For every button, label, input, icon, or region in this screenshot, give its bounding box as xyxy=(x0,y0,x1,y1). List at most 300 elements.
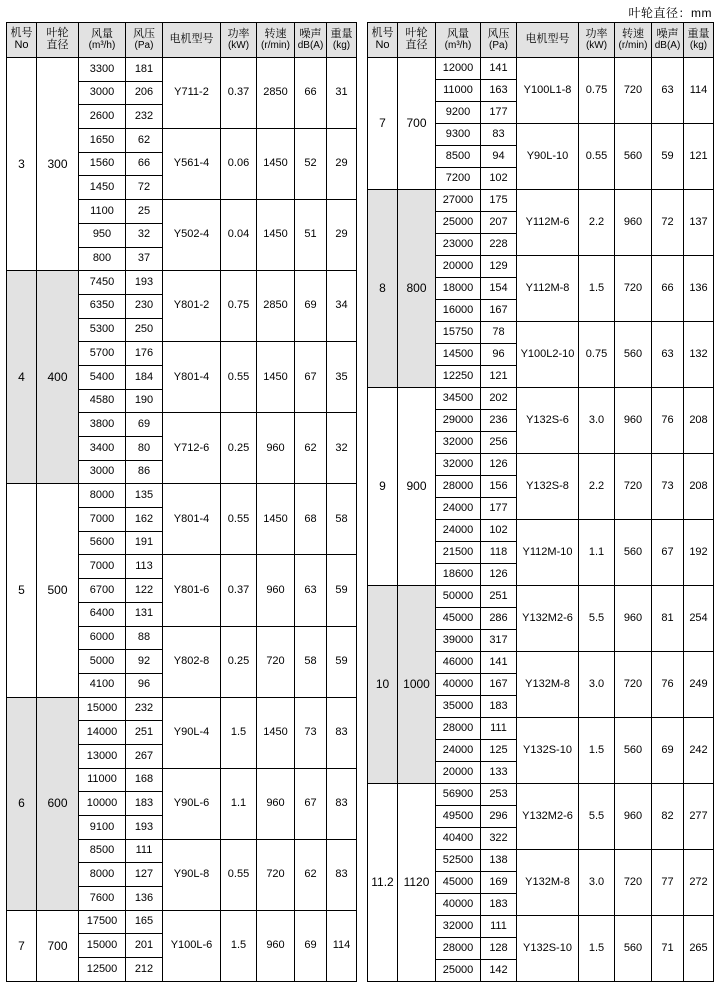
cell-weight: 59 xyxy=(327,555,357,626)
cell-airflow: 17500 xyxy=(79,910,126,934)
cell-power: 1.1 xyxy=(579,520,615,586)
cell-power: 0.06 xyxy=(221,129,257,200)
cell-airflow: 39000 xyxy=(436,630,481,652)
cell-pressure: 184 xyxy=(126,365,163,389)
cell-weight: 254 xyxy=(684,586,714,652)
cell-pressure: 66 xyxy=(126,152,163,176)
cell-airflow: 28000 xyxy=(436,938,481,960)
cell-impeller-diameter: 500 xyxy=(37,484,79,697)
cell-airflow: 8500 xyxy=(436,146,481,168)
col-header-noise: 噪声 dB(A) xyxy=(295,23,327,58)
table-row xyxy=(368,784,714,806)
cell-airflow: 34500 xyxy=(436,388,481,410)
header-row xyxy=(7,23,357,58)
col-header-airflow: 风量 (m³/h) xyxy=(436,23,481,58)
cell-noise: 69 xyxy=(295,271,327,342)
cell-airflow: 40000 xyxy=(436,894,481,916)
cell-motor-model: Y132M2-6 xyxy=(517,586,579,652)
cell-pressure: 92 xyxy=(126,650,163,674)
cell-airflow: 5600 xyxy=(79,531,126,555)
table-row xyxy=(7,271,357,295)
cell-pressure: 167 xyxy=(481,674,517,696)
cell-power: 5.5 xyxy=(579,784,615,850)
cell-pressure: 236 xyxy=(481,410,517,432)
cell-speed: 1450 xyxy=(257,129,295,200)
cell-motor-model: Y90L-8 xyxy=(163,839,221,910)
cell-airflow: 46000 xyxy=(436,652,481,674)
cell-airflow: 3800 xyxy=(79,413,126,437)
cell-noise: 63 xyxy=(295,555,327,626)
cell-pressure: 156 xyxy=(481,476,517,498)
cell-motor-model: Y502-4 xyxy=(163,200,221,271)
cell-pressure: 32 xyxy=(126,223,163,247)
cell-speed: 720 xyxy=(257,626,295,697)
cell-pressure: 102 xyxy=(481,520,517,542)
cell-pressure: 111 xyxy=(481,916,517,938)
cell-power: 0.04 xyxy=(221,200,257,271)
cell-noise: 82 xyxy=(652,784,684,850)
cell-airflow: 20000 xyxy=(436,256,481,278)
cell-pressure: 154 xyxy=(481,278,517,300)
cell-speed: 960 xyxy=(257,768,295,839)
cell-pressure: 256 xyxy=(481,432,517,454)
cell-noise: 73 xyxy=(652,454,684,520)
cell-pressure: 111 xyxy=(481,718,517,740)
cell-motor-model: Y90L-10 xyxy=(517,124,579,190)
cell-pressure: 141 xyxy=(481,652,517,674)
cell-pressure: 78 xyxy=(481,322,517,344)
cell-pressure: 176 xyxy=(126,342,163,366)
cell-motor-model: Y132S-6 xyxy=(517,388,579,454)
col-header-diameter: 叶轮 直径 xyxy=(398,23,436,58)
cell-airflow: 24000 xyxy=(436,498,481,520)
col-header-motor: 电机型号 xyxy=(517,23,579,58)
cell-pressure: 193 xyxy=(126,271,163,295)
cell-weight: 265 xyxy=(684,916,714,982)
col-header-diameter: 叶轮 直径 xyxy=(37,23,79,58)
cell-airflow: 950 xyxy=(79,223,126,247)
table-row xyxy=(368,388,714,410)
cell-pressure: 267 xyxy=(126,744,163,768)
cell-speed: 560 xyxy=(615,916,652,982)
cell-airflow: 3400 xyxy=(79,437,126,461)
cell-airflow: 7000 xyxy=(79,508,126,532)
cell-weight: 83 xyxy=(327,697,357,768)
cell-airflow: 28000 xyxy=(436,718,481,740)
cell-weight: 32 xyxy=(327,413,357,484)
cell-motor-model: Y132S-10 xyxy=(517,718,579,784)
cell-weight: 59 xyxy=(327,626,357,697)
cell-noise: 52 xyxy=(295,129,327,200)
table-row xyxy=(7,484,357,508)
cell-pressure: 135 xyxy=(126,484,163,508)
cell-airflow: 21500 xyxy=(436,542,481,564)
header-row xyxy=(368,23,714,58)
cell-noise: 73 xyxy=(295,697,327,768)
cell-airflow: 7600 xyxy=(79,887,126,911)
cell-motor-model: Y711-2 xyxy=(163,58,221,129)
cell-pressure: 201 xyxy=(126,934,163,958)
cell-motor-model: Y90L-4 xyxy=(163,697,221,768)
cell-power: 5.5 xyxy=(579,586,615,652)
cell-motor-model: Y112M-6 xyxy=(517,190,579,256)
cell-pressure: 317 xyxy=(481,630,517,652)
cell-airflow: 10000 xyxy=(79,792,126,816)
cell-pressure: 191 xyxy=(126,531,163,555)
cell-weight: 35 xyxy=(327,342,357,413)
cell-airflow: 8000 xyxy=(79,863,126,887)
cell-speed: 1450 xyxy=(257,200,295,271)
cell-speed: 560 xyxy=(615,520,652,586)
cell-noise: 62 xyxy=(295,413,327,484)
cell-pressure: 253 xyxy=(481,784,517,806)
cell-pressure: 125 xyxy=(481,740,517,762)
cell-motor-model: Y801-4 xyxy=(163,342,221,413)
cell-airflow: 11000 xyxy=(436,80,481,102)
cell-pressure: 183 xyxy=(481,696,517,718)
cell-power: 3.0 xyxy=(579,652,615,718)
cell-airflow: 4100 xyxy=(79,673,126,697)
cell-airflow: 3000 xyxy=(79,460,126,484)
cell-noise: 67 xyxy=(295,768,327,839)
cell-airflow: 20000 xyxy=(436,762,481,784)
cell-motor-model: Y561-4 xyxy=(163,129,221,200)
cell-airflow: 6350 xyxy=(79,294,126,318)
table-header-left xyxy=(7,23,357,58)
cell-noise: 69 xyxy=(652,718,684,784)
cell-model-no: 11.2 xyxy=(368,784,398,982)
cell-motor-model: Y132M-8 xyxy=(517,652,579,718)
col-header-speed: 转速 (r/min) xyxy=(257,23,295,58)
cell-weight: 58 xyxy=(327,484,357,555)
cell-pressure: 122 xyxy=(126,579,163,603)
cell-pressure: 206 xyxy=(126,81,163,105)
cell-speed: 2850 xyxy=(257,58,295,129)
cell-airflow: 18000 xyxy=(436,278,481,300)
cell-airflow: 1560 xyxy=(79,152,126,176)
cell-speed: 960 xyxy=(257,413,295,484)
cell-pressure: 212 xyxy=(126,958,163,982)
cell-airflow: 40000 xyxy=(436,674,481,696)
cell-airflow: 15000 xyxy=(79,934,126,958)
cell-model-no: 10 xyxy=(368,586,398,784)
cell-power: 1.1 xyxy=(221,768,257,839)
cell-power: 0.55 xyxy=(221,484,257,555)
cell-airflow: 800 xyxy=(79,247,126,271)
cell-pressure: 83 xyxy=(481,124,517,146)
table-header-right xyxy=(368,23,714,58)
cell-speed: 720 xyxy=(257,839,295,910)
col-header-pressure: 风压 (Pa) xyxy=(126,23,163,58)
cell-pressure: 232 xyxy=(126,697,163,721)
cell-pressure: 168 xyxy=(126,768,163,792)
cell-airflow: 12500 xyxy=(79,958,126,982)
cell-pressure: 232 xyxy=(126,105,163,129)
cell-airflow: 25000 xyxy=(436,960,481,982)
cell-speed: 960 xyxy=(615,784,652,850)
cell-pressure: 111 xyxy=(126,839,163,863)
cell-airflow: 1450 xyxy=(79,176,126,200)
spec-table-left xyxy=(6,22,357,982)
cell-airflow: 29000 xyxy=(436,410,481,432)
cell-pressure: 251 xyxy=(126,721,163,745)
cell-weight: 31 xyxy=(327,58,357,129)
cell-impeller-diameter: 300 xyxy=(37,58,79,271)
cell-airflow: 11000 xyxy=(79,768,126,792)
cell-speed: 720 xyxy=(615,58,652,124)
cell-pressure: 228 xyxy=(481,234,517,256)
cell-motor-model: Y802-8 xyxy=(163,626,221,697)
table-row xyxy=(7,910,357,934)
cell-weight: 137 xyxy=(684,190,714,256)
col-header-weight: 重量 (kg) xyxy=(684,23,714,58)
cell-airflow: 15000 xyxy=(79,697,126,721)
cell-model-no: 7 xyxy=(7,910,37,981)
cell-motor-model: Y90L-6 xyxy=(163,768,221,839)
cell-airflow: 14000 xyxy=(79,721,126,745)
cell-weight: 34 xyxy=(327,271,357,342)
cell-pressure: 177 xyxy=(481,102,517,124)
cell-pressure: 322 xyxy=(481,828,517,850)
cell-noise: 68 xyxy=(295,484,327,555)
cell-noise: 76 xyxy=(652,388,684,454)
cell-motor-model: Y132M2-6 xyxy=(517,784,579,850)
cell-power: 1.5 xyxy=(221,697,257,768)
cell-airflow: 8500 xyxy=(79,839,126,863)
cell-pressure: 177 xyxy=(481,498,517,520)
table-body-left xyxy=(7,58,357,982)
unit-note: 叶轮直径：mm xyxy=(628,6,712,20)
cell-pressure: 113 xyxy=(126,555,163,579)
cell-airflow: 14500 xyxy=(436,344,481,366)
col-header-airflow: 风量 (m³/h) xyxy=(79,23,126,58)
cell-airflow: 9100 xyxy=(79,816,126,840)
col-header-power: 功率 (kW) xyxy=(579,23,615,58)
cell-noise: 67 xyxy=(652,520,684,586)
col-header-no: 机号 No xyxy=(368,23,398,58)
cell-speed: 560 xyxy=(615,124,652,190)
cell-pressure: 62 xyxy=(126,129,163,153)
cell-impeller-diameter: 700 xyxy=(37,910,79,981)
cell-pressure: 162 xyxy=(126,508,163,532)
cell-pressure: 169 xyxy=(481,872,517,894)
cell-pressure: 129 xyxy=(481,256,517,278)
cell-weight: 208 xyxy=(684,454,714,520)
cell-pressure: 96 xyxy=(126,673,163,697)
cell-pressure: 96 xyxy=(481,344,517,366)
col-header-no: 机号 No xyxy=(7,23,37,58)
cell-pressure: 167 xyxy=(481,300,517,322)
cell-pressure: 118 xyxy=(481,542,517,564)
cell-noise: 51 xyxy=(295,200,327,271)
cell-noise: 63 xyxy=(652,58,684,124)
cell-speed: 1450 xyxy=(257,342,295,413)
cell-airflow: 16000 xyxy=(436,300,481,322)
cell-speed: 720 xyxy=(615,454,652,520)
cell-power: 1.5 xyxy=(579,256,615,322)
cell-pressure: 142 xyxy=(481,960,517,982)
cell-airflow: 56900 xyxy=(436,784,481,806)
cell-motor-model: Y100L2-10 xyxy=(517,322,579,388)
cell-pressure: 163 xyxy=(481,80,517,102)
cell-power: 0.25 xyxy=(221,626,257,697)
cell-airflow: 13000 xyxy=(79,744,126,768)
cell-speed: 960 xyxy=(257,910,295,981)
cell-power: 0.37 xyxy=(221,58,257,129)
cell-impeller-diameter: 900 xyxy=(398,388,436,586)
cell-airflow: 1100 xyxy=(79,200,126,224)
cell-impeller-diameter: 1120 xyxy=(398,784,436,982)
cell-noise: 71 xyxy=(652,916,684,982)
cell-pressure: 286 xyxy=(481,608,517,630)
cell-model-no: 8 xyxy=(368,190,398,388)
cell-pressure: 72 xyxy=(126,176,163,200)
col-header-speed: 转速 (r/min) xyxy=(615,23,652,58)
cell-noise: 58 xyxy=(295,626,327,697)
cell-airflow: 9200 xyxy=(436,102,481,124)
cell-airflow: 45000 xyxy=(436,608,481,630)
cell-pressure: 183 xyxy=(126,792,163,816)
cell-weight: 208 xyxy=(684,388,714,454)
cell-airflow: 15750 xyxy=(436,322,481,344)
cell-power: 0.75 xyxy=(579,322,615,388)
cell-power: 3.0 xyxy=(579,850,615,916)
cell-impeller-diameter: 1000 xyxy=(398,586,436,784)
cell-weight: 277 xyxy=(684,784,714,850)
cell-power: 3.0 xyxy=(579,388,615,454)
table-row xyxy=(7,58,357,82)
cell-airflow: 40400 xyxy=(436,828,481,850)
cell-weight: 272 xyxy=(684,850,714,916)
cell-power: 0.75 xyxy=(221,271,257,342)
cell-pressure: 128 xyxy=(481,938,517,960)
cell-speed: 2850 xyxy=(257,271,295,342)
cell-pressure: 250 xyxy=(126,318,163,342)
cell-airflow: 24000 xyxy=(436,740,481,762)
cell-impeller-diameter: 800 xyxy=(398,190,436,388)
cell-motor-model: Y132M-8 xyxy=(517,850,579,916)
cell-noise: 77 xyxy=(652,850,684,916)
cell-noise: 63 xyxy=(652,322,684,388)
cell-airflow: 5700 xyxy=(79,342,126,366)
cell-pressure: 138 xyxy=(481,850,517,872)
cell-model-no: 6 xyxy=(7,697,37,910)
cell-weight: 29 xyxy=(327,129,357,200)
cell-power: 0.55 xyxy=(221,839,257,910)
cell-speed: 560 xyxy=(615,322,652,388)
cell-airflow: 6000 xyxy=(79,626,126,650)
cell-airflow: 28000 xyxy=(436,476,481,498)
cell-model-no: 7 xyxy=(368,58,398,190)
cell-motor-model: Y132S-8 xyxy=(517,454,579,520)
cell-airflow: 5400 xyxy=(79,365,126,389)
cell-pressure: 136 xyxy=(126,887,163,911)
cell-airflow: 12250 xyxy=(436,366,481,388)
cell-airflow: 7200 xyxy=(436,168,481,190)
table-body-right xyxy=(368,58,714,982)
cell-weight: 192 xyxy=(684,520,714,586)
cell-pressure: 183 xyxy=(481,894,517,916)
cell-model-no: 5 xyxy=(7,484,37,697)
cell-motor-model: Y801-6 xyxy=(163,555,221,626)
cell-noise: 66 xyxy=(652,256,684,322)
cell-impeller-diameter: 600 xyxy=(37,697,79,910)
cell-airflow: 24000 xyxy=(436,520,481,542)
cell-weight: 132 xyxy=(684,322,714,388)
cell-pressure: 88 xyxy=(126,626,163,650)
cell-airflow: 3300 xyxy=(79,58,126,82)
cell-weight: 29 xyxy=(327,200,357,271)
cell-noise: 72 xyxy=(652,190,684,256)
cell-airflow: 2600 xyxy=(79,105,126,129)
cell-airflow: 50000 xyxy=(436,586,481,608)
cell-pressure: 296 xyxy=(481,806,517,828)
cell-weight: 136 xyxy=(684,256,714,322)
cell-model-no: 3 xyxy=(7,58,37,271)
cell-speed: 720 xyxy=(615,652,652,718)
cell-pressure: 207 xyxy=(481,212,517,234)
cell-speed: 960 xyxy=(615,388,652,454)
cell-noise: 62 xyxy=(295,839,327,910)
cell-model-no: 4 xyxy=(7,271,37,484)
cell-speed: 960 xyxy=(257,555,295,626)
spec-table-right xyxy=(367,22,714,982)
cell-weight: 83 xyxy=(327,768,357,839)
cell-pressure: 126 xyxy=(481,454,517,476)
col-header-weight: 重量 (kg) xyxy=(327,23,357,58)
cell-pressure: 69 xyxy=(126,413,163,437)
table-row xyxy=(368,586,714,608)
cell-pressure: 165 xyxy=(126,910,163,934)
cell-airflow: 7000 xyxy=(79,555,126,579)
cell-weight: 121 xyxy=(684,124,714,190)
cell-airflow: 12000 xyxy=(436,58,481,80)
cell-weight: 114 xyxy=(684,58,714,124)
cell-airflow: 4580 xyxy=(79,389,126,413)
cell-pressure: 86 xyxy=(126,460,163,484)
cell-weight: 114 xyxy=(327,910,357,981)
cell-pressure: 102 xyxy=(481,168,517,190)
cell-power: 0.55 xyxy=(221,342,257,413)
cell-pressure: 190 xyxy=(126,389,163,413)
cell-pressure: 193 xyxy=(126,816,163,840)
cell-airflow: 27000 xyxy=(436,190,481,212)
cell-airflow: 6400 xyxy=(79,602,126,626)
cell-pressure: 133 xyxy=(481,762,517,784)
cell-noise: 76 xyxy=(652,652,684,718)
cell-speed: 720 xyxy=(615,256,652,322)
cell-airflow: 8000 xyxy=(79,484,126,508)
cell-airflow: 5000 xyxy=(79,650,126,674)
cell-power: 1.5 xyxy=(579,718,615,784)
cell-speed: 560 xyxy=(615,718,652,784)
cell-airflow: 18600 xyxy=(436,564,481,586)
cell-speed: 960 xyxy=(615,586,652,652)
cell-airflow: 49500 xyxy=(436,806,481,828)
cell-airflow: 1650 xyxy=(79,129,126,153)
cell-motor-model: Y801-2 xyxy=(163,271,221,342)
cell-airflow: 32000 xyxy=(436,916,481,938)
cell-model-no: 9 xyxy=(368,388,398,586)
cell-airflow: 7450 xyxy=(79,271,126,295)
cell-impeller-diameter: 400 xyxy=(37,271,79,484)
table-row xyxy=(7,697,357,721)
cell-airflow: 5300 xyxy=(79,318,126,342)
col-header-power: 功率 (kW) xyxy=(221,23,257,58)
cell-airflow: 35000 xyxy=(436,696,481,718)
cell-airflow: 52500 xyxy=(436,850,481,872)
col-header-noise: 噪声 dB(A) xyxy=(652,23,684,58)
